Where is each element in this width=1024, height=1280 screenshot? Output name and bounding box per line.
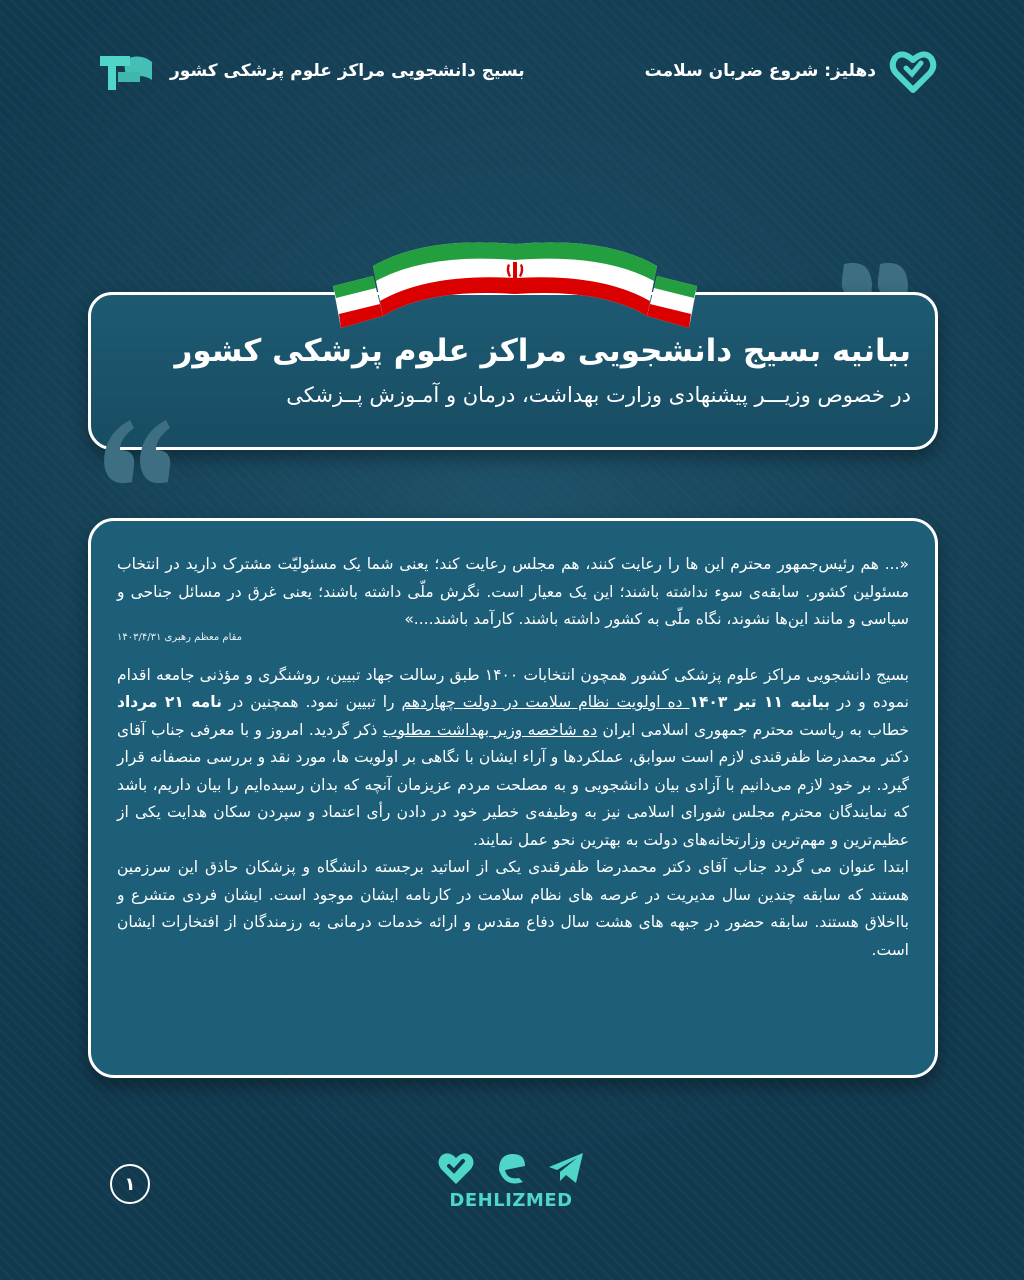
page-number: ۱	[110, 1164, 150, 1204]
telegram-icon[interactable]	[546, 1148, 586, 1188]
org-name: بسیج دانشجویی مراکز علوم پزشکی کشور	[170, 61, 525, 81]
p1-part-c: خطاب به ریاست محترم جمهوری اسلامی ایران	[597, 720, 910, 739]
statement-title: بیانیه بسیج دانشجویی مراکز علوم پزشکی کشور	[174, 333, 911, 369]
quote-attribution: مقام معظم رهبری ۱۴۰۳/۴/۳۱	[117, 631, 243, 643]
dehliz-heart-icon	[888, 46, 938, 96]
content-box	[88, 518, 938, 1078]
org-block	[96, 46, 525, 96]
brand-block	[645, 46, 938, 96]
p1-part-d: ذکر گردید. امروز و با معرفی جناب آقای دکتر محمدرضا ظفرقندی لازم است سوابق، عملکردها و آراء ایشان با نگاهی بر اولویت ها، مورد نقد و بررسی منصفانه قرار گیرد. بر خود لازم می‌دانیم با آزادی بیان دانشجویی و به مصلحت مردم عزیزمان آنچه که بدان رسیده‌ایم را بیان داریم، باشد که نمایندگان محترم مجلس شورای اسلامی نیز به وظیفه‌ی خطیر خود در دادن رأی اعتماد و سپردن سکان هدایت یکی از عظیم‌ترین و مهم‌ترین وزارتخانه‌های دولت به بهترین نحو عمل نمایند.	[117, 720, 909, 849]
p1-bold-letter-date: نامه ۲۱ مرداد	[117, 693, 222, 711]
body-paragraph-2: ابتدا عنوان می گردد جناب آقای دکتر محمدرضا ظفرقندی یکی از اساتید برجسته دانشگاه و پزشکان حاذق این سرزمین هستند که سابقه چندین سال مدیریت در عرصه های نظام سلامت در کارنامه ایشان موجود است. ایشان فردی متشرع و بااخلاق هستند. سابقه حضور در جبهه های هشت سال دفاع مقدس و ارائه خدمات درمانی به رزمندگان از افتخارات ایشان است.	[117, 858, 909, 959]
dehliz-heart-icon[interactable]	[436, 1148, 476, 1188]
p1-bold-statement-date: بیانیه ۱۱ تیر ۱۴۰۳	[689, 693, 830, 711]
leader-quote: «... هم رئیس‌جمهور محترم این ها را رعایت کنند، هم مجلس رعایت کند؛ یعنی شما یک مسئولیّت مشترک دارید در انتخاب مسئولین کشور. سابقه‌ی سوء نداشته باشند؛ این یک معیار است. نگرش ملّی داشته باشند؛ یعنی غرق در مسائل جناحی و سیاسی و مانند این‌ها نشوند، نگاه ملّی به کشور داشته باشند. کارآمد باشند....»	[117, 555, 909, 628]
statement-subtitle: در خصوص وزیـــر پیشنهادی وزارت بهداشت، درمان و آمـوزش پــزشکی	[286, 383, 911, 407]
bureau-emblem-icon	[96, 46, 156, 96]
quote-open-icon	[96, 412, 176, 492]
p1-part-b: را تبیین نمود. همچنین در	[221, 693, 402, 711]
p1-underline-priorities: ده اولویت نظام سلامت در دولت چهاردهم	[401, 693, 690, 711]
eitaa-icon[interactable]	[491, 1148, 531, 1188]
body-paragraph-1	[117, 662, 909, 855]
footer-brand: DEHLIZMED	[449, 1190, 573, 1211]
brand-tagline: دهلیز: شروع ضربان سلامت	[644, 61, 876, 81]
header	[96, 46, 938, 102]
social-icons	[436, 1148, 586, 1188]
p1-part-a: بسیج دانشجویی مراکز علوم پزشکی کشور همچون انتخابات ۱۴۰۰ طبق رسالت جهاد تبیین، روشنگری و مؤذنی جامعه اقدام نموده و در	[117, 665, 909, 711]
iran-flag-ribbon	[325, 236, 705, 336]
p1-underline-criteria: ده شاخصه وزیر بهداشت مطلوب	[382, 720, 598, 739]
